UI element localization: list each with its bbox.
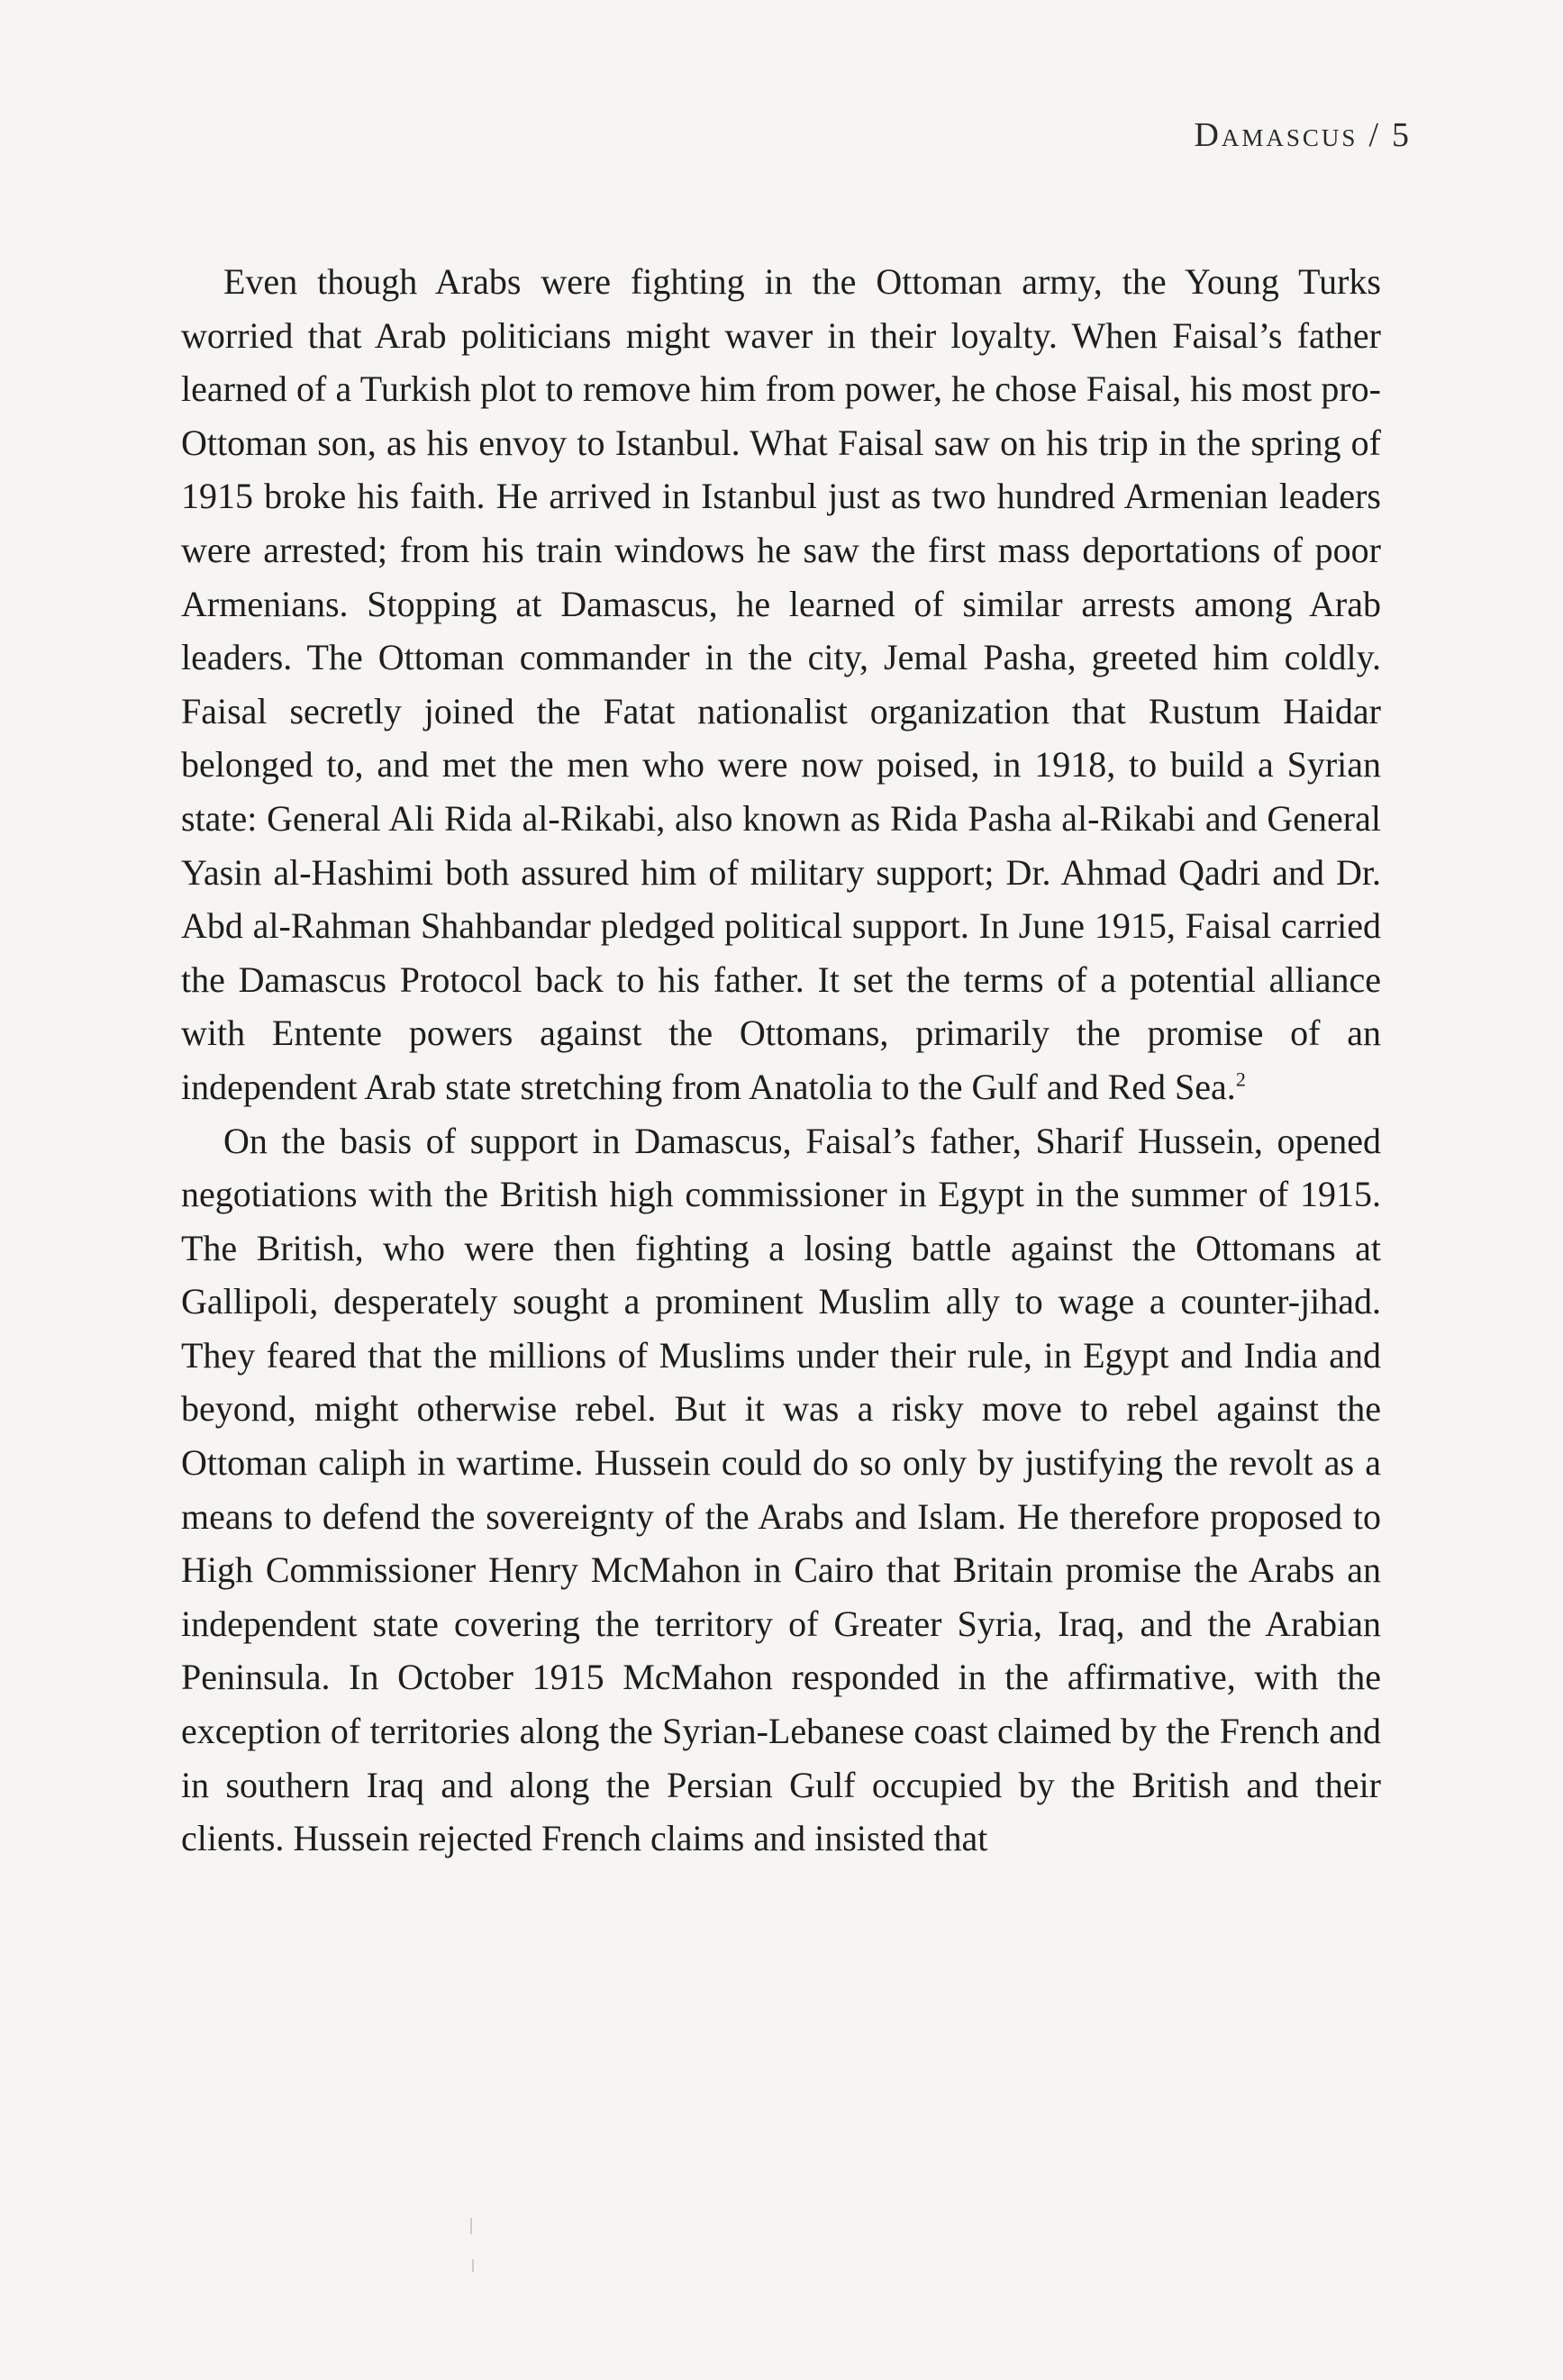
paragraph-2 [181,1114,1381,1866]
body-text [181,255,1381,1866]
running-head-separator: / [1368,116,1381,154]
running-head-title: Damascus [1194,116,1359,154]
paragraph-2-text: On the basis of support in Damascus, Faisal’s father, Sharif Hussein, opened negotiations with the British high commissioner in Egypt in the summer of 1915. The British, who were then fighting a losing battle against the Ottomans at Gallipoli, desperately sought a prominent Muslim ally to wage a counter-jihad. They feared that the millions of Muslims under their rule, in Egypt and India and beyond, might otherwise rebel. But it was a risky move to rebel against the Ottoman caliph in wartime. Hussein could do so only by justifying the revolt as a means to defend the sovereignty of the Arabs and Islam. He therefore proposed to High Commissioner Henry McMahon in Cairo that Britain promise the Arabs an independent state covering the territory of Greater Syria, Iraq, and the Arabian Peninsula. In October 1915 McMahon responded in the affirmative, with the exception of territories along the Syrian-Lebanese coast claimed by the French and in southern Iraq and along the Persian Gulf occupied by the British and their clients. Hussein rejected French claims and insisted that [181,1120,1381,1859]
running-head [1194,115,1412,155]
scan-artifact-mark [470,2218,472,2234]
paragraph-1-text: Even though Arabs were fighting in the Ottoman army, the Young Turks worried that Arab politicians might waver in their loyalty. When Faisal’s father learned of a Turkish plot to remove him from power, he chose Faisal, his most pro-Ottoman son, as his envoy to Istanbul. What Faisal saw on his trip in the spring of 1915 broke his faith. He arrived in Istanbul just as two hundred Armenian leaders were arrested; from his train windows he saw the first mass deportations of poor Armenians. Stopping at Damascus, he learned of similar arrests among Arab leaders. The Ottoman commander in the city, Jemal Pasha, greeted him coldly. Faisal secretly joined the Fatat nationalist organization that Rustum Haidar belonged to, and met the men who were now poised, in 1918, to build a Syrian state: General Ali Rida al-Rikabi, also known as Rida Pasha al-Rikabi and General Yasin al-Hashimi both assured him of military support; Dr. Ahmad Qadri and Dr. Abd al-Rahman Shahbandar pledged political support. In June 1915, Faisal carried the Damascus Protocol back to his father. It set the terms of a potential alliance with Entente powers against the Ottomans, primarily the promise of an independent Arab state stretching from Anatolia to the Gulf and Red Sea. [181,261,1381,1107]
scan-artifact-mark [472,2259,474,2272]
page-number: 5 [1392,116,1412,154]
footnote-reference: 2 [1235,1067,1246,1091]
paragraph-1 [181,255,1381,1114]
